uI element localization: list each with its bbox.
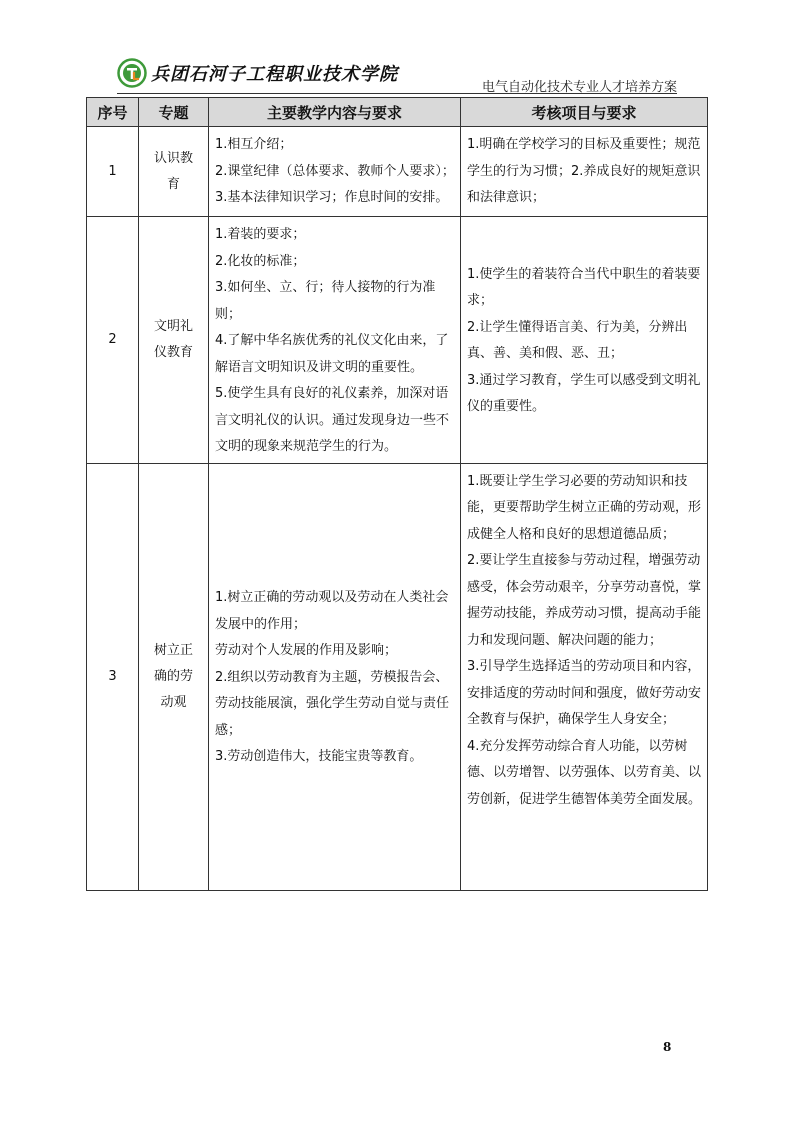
content-item: 5.使学生具有良好的礼仪素养，加深对语言文明礼仪的认识。通过发现身边一些不文明的现象来规范学生的行为。	[215, 386, 450, 454]
page-header	[117, 55, 677, 93]
assessment-item: 1.明确在学校学习的目标及重要性；规范学生的行为习惯；2.养成良好的规矩意识和法律意识；	[467, 137, 701, 205]
content-item: 2.课堂纪律（总体要求、教师个人要求）；	[215, 163, 455, 179]
content-item: 4.了解中华名族优秀的礼仪文化由来，了解语言文明知识及讲文明的重要性。	[215, 333, 449, 375]
assessment-item: 4.充分发挥劳动综合育人功能，以劳树德、以劳增智、以劳强体、以劳育美、以劳创新，促进学生德智体美劳全面发展。	[467, 738, 702, 807]
content-item: 3.劳动创造伟大，技能宝贵等教育。	[215, 749, 423, 765]
header-divider	[117, 93, 677, 94]
content-item: 2.组织以劳动教育为主题，劳模报告会、劳动技能展演，强化学生劳动自觉与责任感；	[215, 669, 450, 738]
column-header-number: 序号	[87, 98, 139, 127]
teaching-content	[209, 127, 461, 217]
school-brand	[117, 58, 398, 88]
content-item: 1.相互介绍；	[215, 137, 293, 152]
assessment-item: 3.引导学生选择适当的劳动项目和内容，安排适度的劳动时间和强度，做好劳动安全教育与保护，确保学生人身安全；	[467, 659, 702, 727]
page-number: 8	[663, 1040, 672, 1054]
content-item: 1.树立正确的劳动观以及劳动在人类社会发展中的作用；	[215, 590, 449, 632]
table-header-row	[87, 98, 708, 127]
teaching-content	[209, 463, 461, 890]
assessment-item: 3.通过学习教育，学生可以感受到文明礼仪的重要性。	[467, 372, 701, 415]
table-row	[87, 217, 708, 464]
assessment-item: 2.让学生懂得语言美、行为美，分辨出真、善、美和假、恶、丑；	[467, 319, 688, 362]
school-logo-icon	[117, 58, 147, 88]
row-topic: 认识教育	[139, 127, 209, 217]
column-header-content: 主要教学内容与要求	[209, 98, 461, 127]
table-row	[87, 127, 708, 217]
curriculum-table	[86, 97, 708, 891]
assessment-item: 1.既要让学生学习必要的劳动知识和技能，更要帮助学生树立正确的劳动观，形成健全人格和良好的思想道德品质；	[467, 473, 702, 542]
row-topic: 文明礼仪教育	[139, 217, 209, 464]
assessment-content	[461, 463, 708, 890]
content-item: 3.基本法律知识学习；作息时间的安排。	[215, 190, 449, 205]
assessment-content	[461, 127, 708, 217]
content-item: 3.如何坐、立、行；待人接物的行为准则；	[215, 280, 436, 322]
column-header-topic: 专题	[139, 98, 209, 127]
content-item: 2.化妆的标准；	[215, 253, 306, 269]
school-name: 兵团石河子工程职业技术学院	[151, 64, 398, 85]
teaching-content	[209, 217, 461, 464]
assessment-item: 2.要让学生直接参与劳动过程，增强劳动感受，体会劳动艰辛，分享劳动喜悦，掌握劳动技能，养成劳动习惯，提高动手能力和发现问题、解决问题的能力；	[467, 553, 702, 648]
row-number: 3	[87, 463, 139, 890]
assessment-item: 1.使学生的着装符合当代中职生的着装要求；	[467, 266, 701, 309]
table-row	[87, 463, 708, 890]
assessment-content	[461, 217, 708, 464]
row-number: 2	[87, 217, 139, 464]
row-number: 1	[87, 127, 139, 217]
content-item: 劳动对个人发展的作用及影响；	[215, 643, 398, 659]
document-title: 电气自动化技术专业人才培养方案	[481, 80, 677, 95]
column-header-assessment: 考核项目与要求	[461, 98, 708, 127]
row-topic: 树立正确的劳动观	[139, 463, 209, 890]
content-item: 1.着装的要求；	[215, 227, 306, 242]
